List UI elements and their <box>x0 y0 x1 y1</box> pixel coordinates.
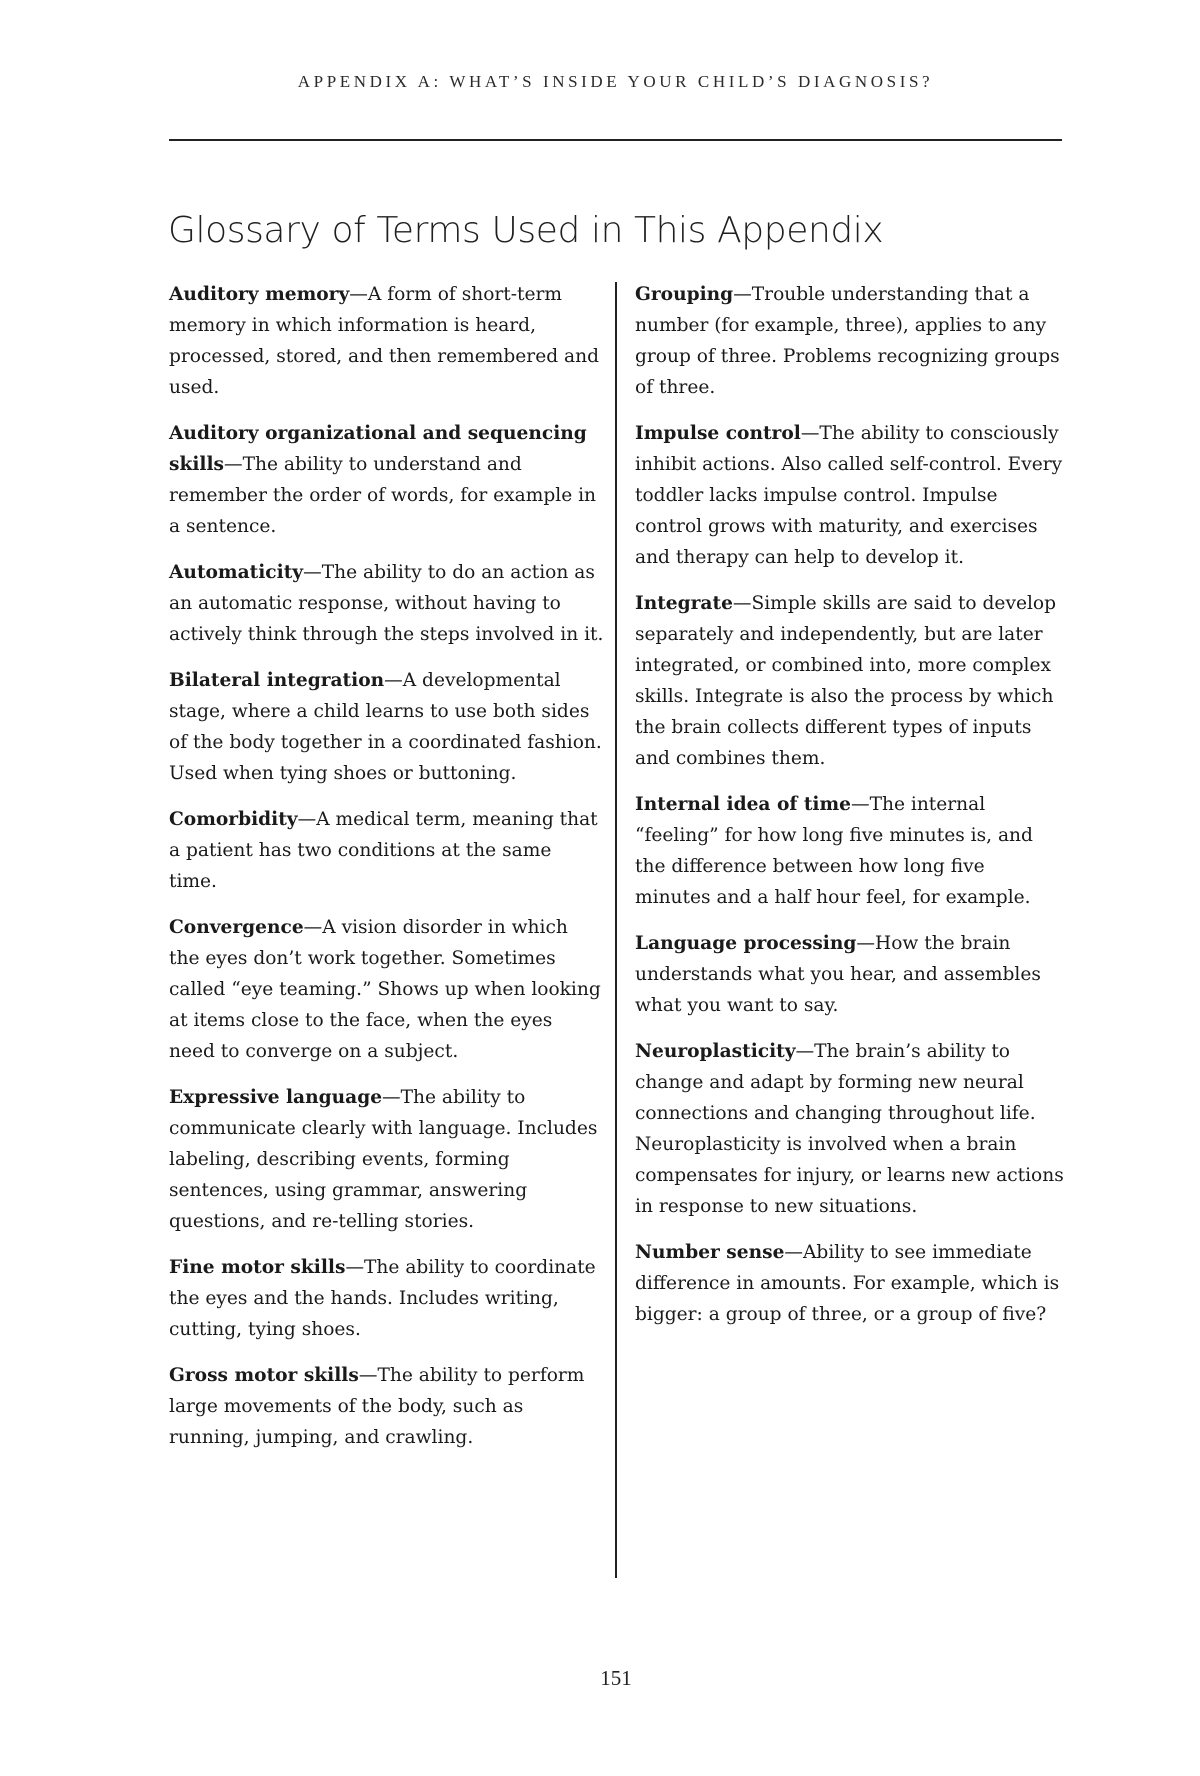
glossary-entry <box>635 1237 1065 1330</box>
glossary-entry <box>635 279 1065 403</box>
glossary-entry <box>169 665 604 789</box>
glossary-definition: —A medical term, meaning that a patient has two conditions at the same time. <box>169 809 598 892</box>
glossary-entry <box>635 928 1065 1021</box>
glossary-definition: —The ability to perform large movements of the body, such as running, jumping, and crawling. <box>169 1365 585 1448</box>
glossary-term: Auditory organizational and sequencing skills <box>169 423 587 475</box>
glossary-entry <box>169 1360 604 1453</box>
glossary-term: Number sense <box>635 1242 785 1263</box>
glossary-entry <box>169 804 604 897</box>
glossary-entry <box>635 588 1065 774</box>
glossary-term: Impulse control <box>635 423 801 444</box>
glossary-definition: —A vision disorder in which the eyes don’t work together. Sometimes called “eye teaming.” Shows up when looking at items close to the face, when the eyes need to converge on a subject. <box>169 917 601 1062</box>
glossary-definition: —A form of short-term memory in which information is heard, processed, stored, and then remembered and used. <box>169 284 599 398</box>
glossary-definition: —Ability to see immediate difference in amounts. For example, which is bigger: a group of three, or a group of five? <box>635 1242 1060 1325</box>
section-title: Glossary of Terms Used in This Appendix <box>168 210 884 251</box>
glossary-entry <box>169 279 604 403</box>
glossary-definition: —A developmental stage, where a child learns to use both sides of the body together in a coordinated fashion. Used when tying shoes or buttoning. <box>169 670 602 784</box>
glossary-entry <box>169 1082 604 1237</box>
glossary-definition: —Trouble understanding that a number (for example, three), applies to any group of three. Problems recognizing groups of three. <box>635 284 1060 398</box>
glossary-definition: —The ability to understand and remember the order of words, for example in a sentence. <box>169 454 597 537</box>
glossary-definition: —Simple skills are said to develop separately and independently, but are later integrated, or combined into, more complex skills. Integrate is also the process by which the brain collects different types of inputs and combines them. <box>635 593 1056 769</box>
glossary-column-left <box>169 279 604 1468</box>
page-number: 151 <box>600 1666 632 1690</box>
glossary-entry <box>635 789 1065 913</box>
glossary-entry <box>169 1252 604 1345</box>
glossary-entry <box>169 418 604 542</box>
glossary-entry <box>635 418 1065 573</box>
glossary-definition: —The ability to coordinate the eyes and the hands. Includes writing, cutting, tying shoes. <box>169 1257 596 1340</box>
glossary-term: Internal idea of time <box>635 794 851 815</box>
glossary-term: Bilateral integration <box>169 670 385 691</box>
header-rule <box>169 139 1062 141</box>
glossary-term: Comorbidity <box>169 809 298 830</box>
glossary-entry <box>169 912 604 1067</box>
column-divider <box>615 282 617 1578</box>
glossary-definition: —How the brain understands what you hear, and assembles what you want to say. <box>635 933 1041 1016</box>
glossary-definition: —The ability to do an action as an automatic response, without having to actively think through the steps involved in it. <box>169 562 604 645</box>
glossary-definition: —The internal “feeling” for how long five minutes is, and the difference between how long five minutes and a half hour feel, for example. <box>635 794 1033 908</box>
running-header: APPENDIX A: WHAT’S INSIDE YOUR CHILD’S DIAGNOSIS? <box>297 72 934 91</box>
glossary-column-right <box>635 279 1065 1345</box>
glossary-definition: —The ability to consciously inhibit actions. Also called self-control. Every toddler lacks impulse control. Impulse control grows with maturity, and exercises and therapy can help to develop it. <box>635 423 1063 568</box>
glossary-term: Convergence <box>169 917 304 938</box>
glossary-term: Gross motor skills <box>169 1365 359 1386</box>
glossary-term: Neuroplasticity <box>635 1041 796 1062</box>
glossary-term: Grouping <box>635 284 734 305</box>
glossary-term: Auditory memory <box>169 284 350 305</box>
glossary-definition: —The ability to communicate clearly with language. Includes labeling, describing events, forming sentences, using grammar, answering questions, and re-telling stories. <box>169 1087 598 1232</box>
glossary-definition: —The brain’s ability to change and adapt by forming new neural connections and changing throughout life. Neuroplasticity is involved when a brain compensates for injury, or learns new actions in response to new situations. <box>635 1041 1064 1217</box>
glossary-term: Integrate <box>635 593 733 614</box>
glossary-term: Automaticity <box>169 562 304 583</box>
glossary-entry <box>169 557 604 650</box>
glossary-term: Language processing <box>635 933 857 954</box>
glossary-term: Expressive language <box>169 1087 383 1108</box>
glossary-term: Fine motor skills <box>169 1257 346 1278</box>
glossary-entry <box>635 1036 1065 1222</box>
